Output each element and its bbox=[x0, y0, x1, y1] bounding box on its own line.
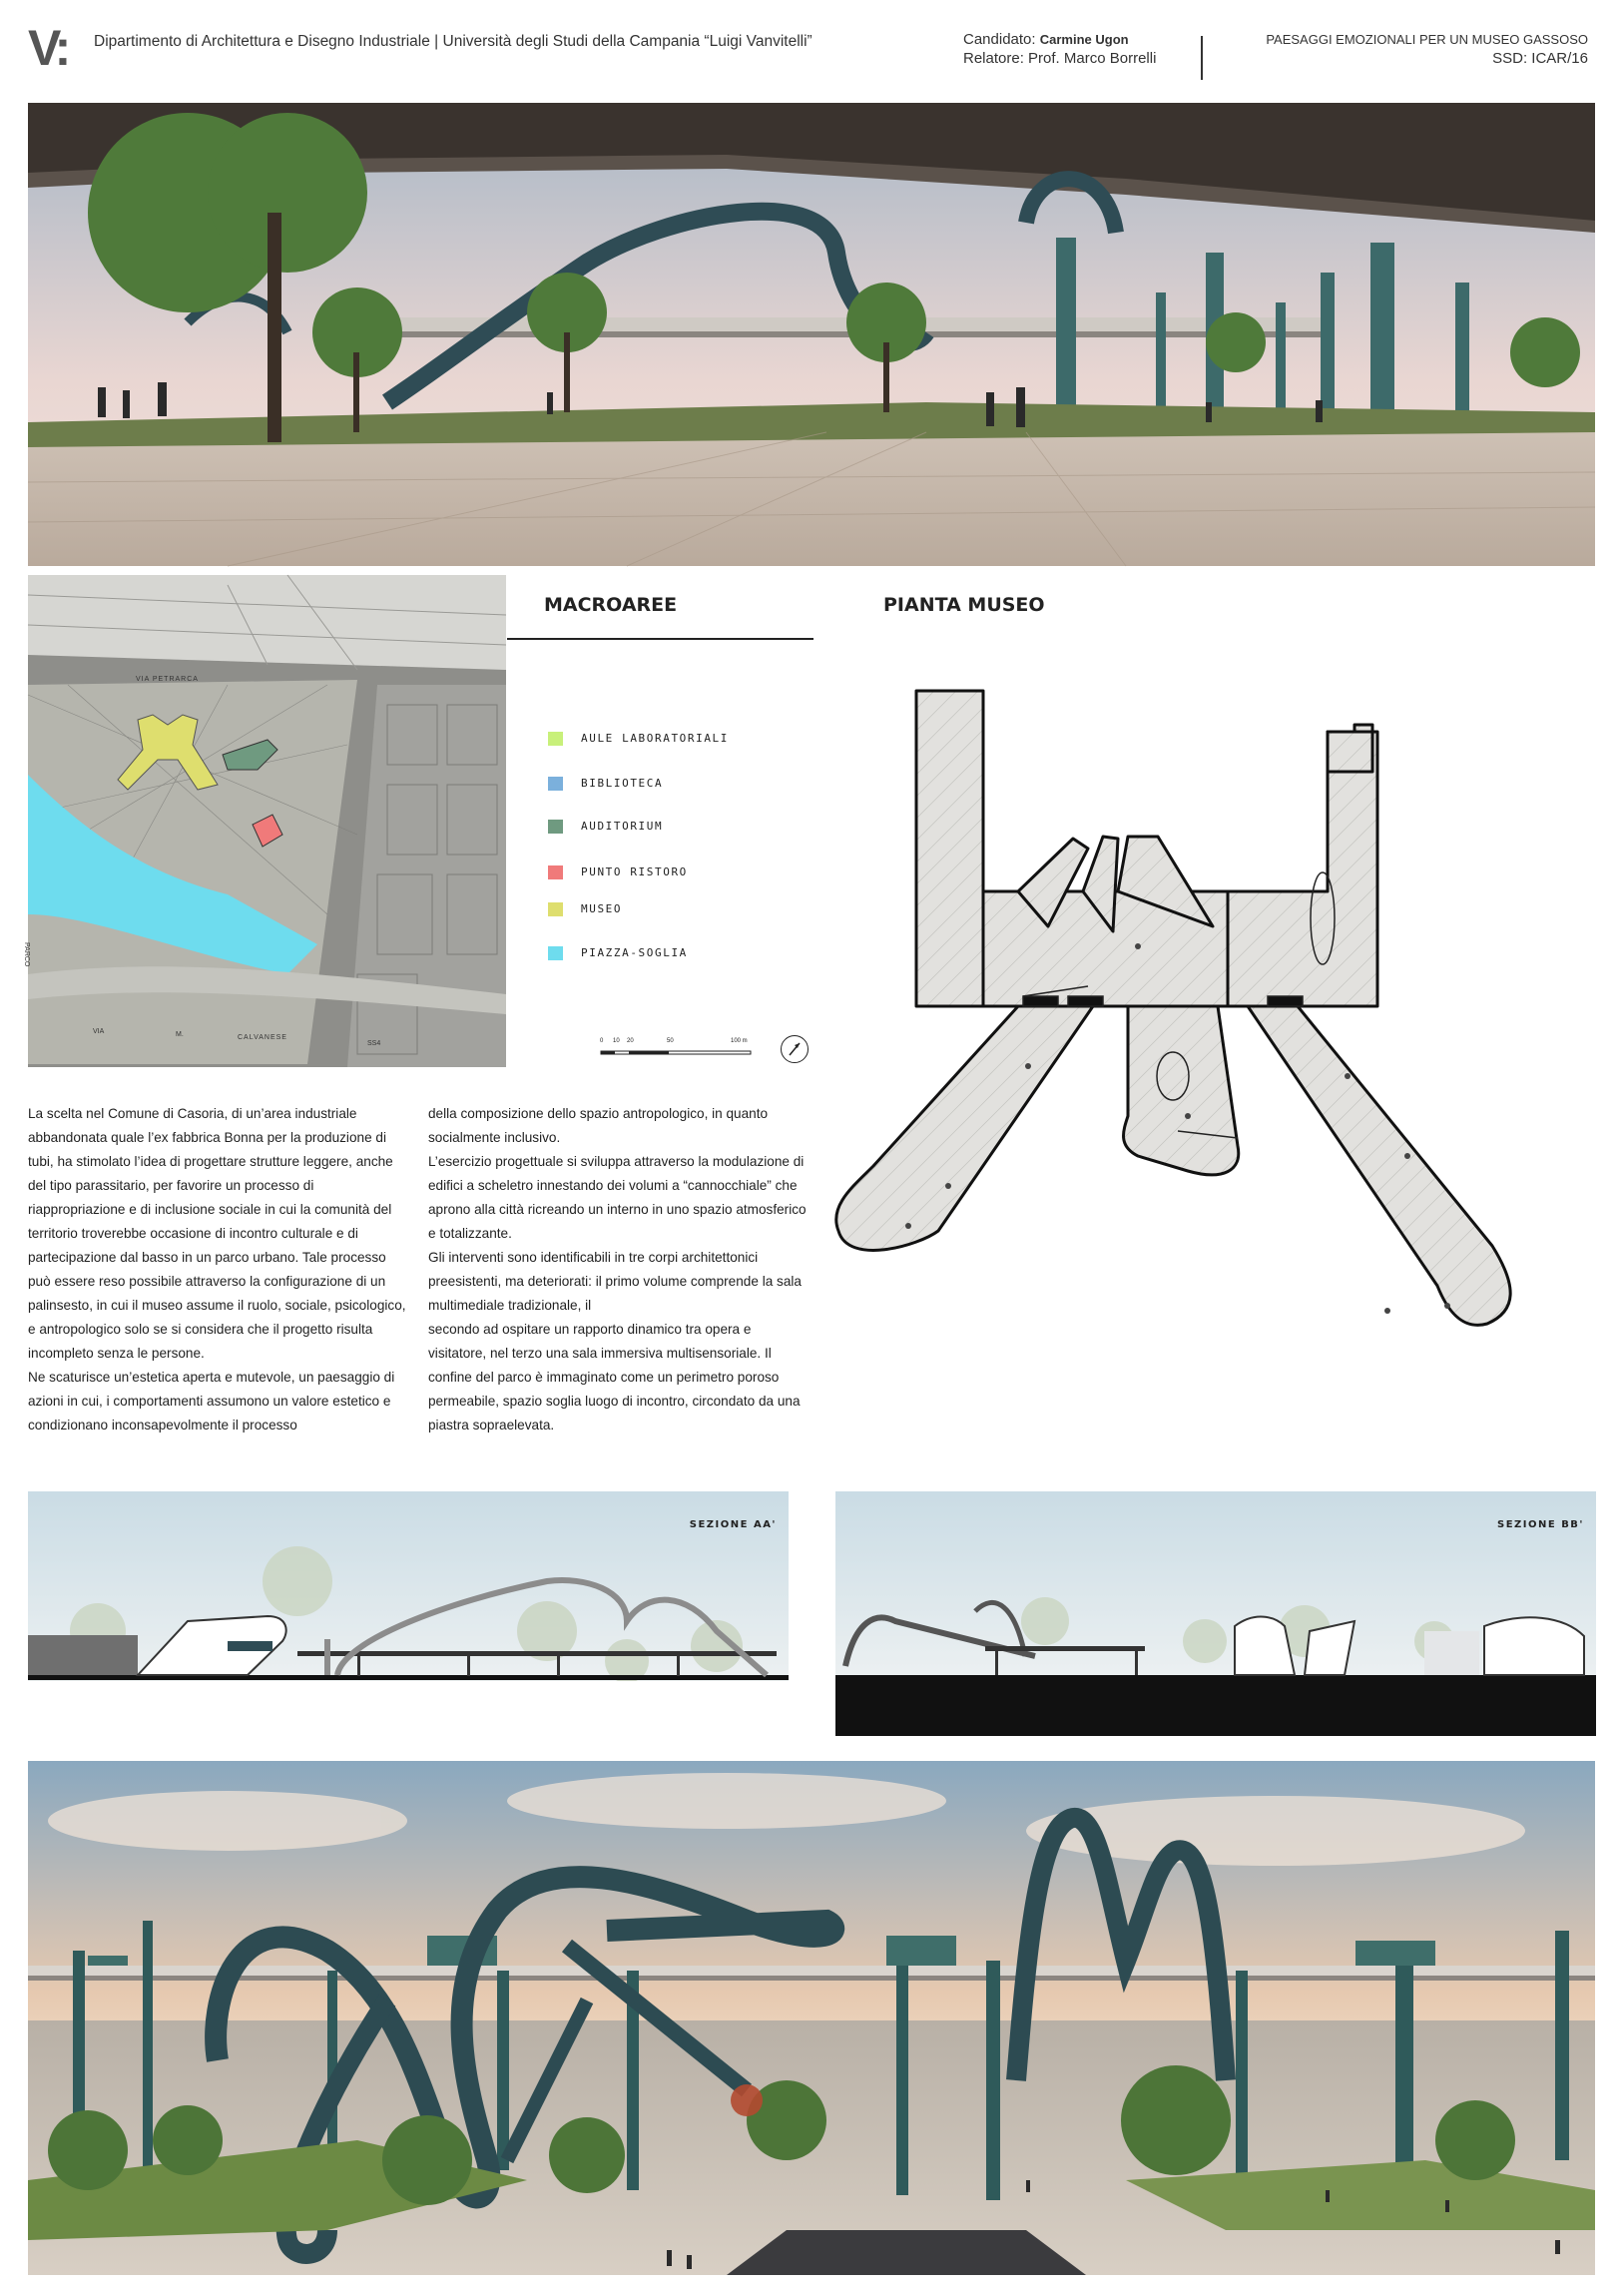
description-column-1 bbox=[28, 1102, 409, 1437]
scale-tick: 100 m bbox=[731, 1038, 748, 1044]
legend-item bbox=[548, 732, 729, 746]
top-render-image bbox=[28, 103, 1595, 566]
legend-item bbox=[548, 865, 688, 879]
section-bb-drawing bbox=[835, 1491, 1596, 1736]
legend-swatch bbox=[548, 777, 563, 791]
legend-label: PUNTO RISTORO bbox=[581, 865, 688, 878]
map-street-bottom-a: VIA bbox=[93, 1028, 105, 1035]
section-aa-drawing bbox=[28, 1491, 789, 1736]
legend-swatch bbox=[548, 732, 563, 746]
legend-label: BIBLIOTECA bbox=[581, 777, 664, 790]
map-street-top: VIA PETRARCA bbox=[136, 676, 199, 683]
description-paragraph: Ne scaturisce un’estetica aperta e mutevole, un paesaggio di azioni in cui, i comportamenti assumono un valore estetico e condizionano inconsapevolmente il processo bbox=[28, 1370, 395, 1433]
legend-item bbox=[548, 946, 688, 960]
museum-floor-plan bbox=[828, 687, 1587, 1391]
macroaree-title: MACROAREE bbox=[544, 594, 678, 616]
description-paragraph: L’esercizio progettuale si sviluppa attraverso la modulazione di edifici a scheletro innestando dei volumi a “cannocchiale” che aprono alla città ricreando un interno in uno spazio atmosferico e totalizzante. bbox=[428, 1154, 807, 1241]
university-logo: V: bbox=[28, 20, 68, 76]
candidate-label: Candidato: bbox=[963, 31, 1036, 48]
legend-swatch bbox=[548, 820, 563, 834]
advisor-name: Prof. Marco Borrelli bbox=[1028, 50, 1157, 67]
site-map bbox=[23, 575, 506, 1067]
description-paragraph: La scelta nel Comune di Casoria, di un’area industriale abbandonata quale l’ex fabbrica Bonna per la produzione di tubi, ha stimolato l’idea di progettare strutture leggere, anche del tipo parassitario, per favorire un processo di riappropriazione e di inclusione sociale in cui la comunità del territorio troverebbe occasione di incontro culturale e di partecipazione dal basso in un parco urbano. Tale processo può essere reso possibile attraverso la configurazione di un palinsesto, in cui il museo assume il ruolo, sociale, psicologico, e antropologico solo se si considera che il progetto risulta incompleto senza le persone. bbox=[28, 1106, 406, 1361]
legend-label: AUDITORIUM bbox=[581, 820, 664, 833]
legend-swatch bbox=[548, 946, 563, 960]
description-column-2 bbox=[428, 1102, 812, 1437]
map-street-bottom-c: CALVANESE bbox=[238, 1034, 287, 1041]
project-title: PAESAGGI EMOZIONALI PER UN MUSEO GASSOSO bbox=[1266, 32, 1588, 47]
advisor-label: Relatore: bbox=[963, 50, 1024, 67]
map-road-code: SS4 bbox=[367, 1040, 381, 1047]
scale-tick: 50 bbox=[667, 1038, 674, 1044]
map-side-label: PARCO bbox=[23, 942, 30, 967]
scale-tick: 0 bbox=[600, 1038, 604, 1044]
scale-bar bbox=[599, 1038, 759, 1065]
north-arrow-icon bbox=[781, 1035, 809, 1063]
scale-tick: 10 bbox=[613, 1038, 620, 1044]
legend-label: AULE LABORATORIALI bbox=[581, 732, 730, 745]
map-street-bottom-b: M. bbox=[176, 1031, 184, 1038]
legend-item bbox=[548, 777, 663, 791]
legend-swatch bbox=[548, 902, 563, 916]
header-divider bbox=[1201, 36, 1203, 80]
ssd-code: SSD: ICAR/16 bbox=[1492, 50, 1588, 67]
legend-swatch bbox=[548, 865, 563, 879]
legend-item bbox=[548, 902, 622, 916]
legend-item bbox=[548, 820, 663, 834]
department-name: Dipartimento di Architettura e Disegno Industriale | Università degli Studi della Campania “Luigi Vanvitelli” bbox=[94, 33, 812, 50]
section-aa-label: SEZIONE AA' bbox=[689, 1519, 777, 1530]
pianta-title: PIANTA MUSEO bbox=[883, 594, 1045, 616]
section-bb-label: SEZIONE BB' bbox=[1497, 1519, 1584, 1530]
description-paragraph: della composizione dello spazio antropologico, in quanto socialmente inclusivo. bbox=[428, 1106, 769, 1145]
legend-label: PIAZZA-SOGLIA bbox=[581, 946, 688, 959]
scale-tick: 20 bbox=[627, 1038, 634, 1044]
description-paragraph: secondo ad ospitare un rapporto dinamico tra opera e visitatore, nel terzo una sala immersiva multisensoriale. Il confine del parco è immaginato come un perimetro poroso permeabile, spazio soglia luogo di incontro, circondato da una piastra sopraelevata. bbox=[428, 1322, 801, 1433]
macroaree-divider bbox=[507, 638, 813, 640]
bottom-render-image bbox=[28, 1761, 1595, 2275]
description-paragraph: Gli interventi sono identificabili in tre corpi architettonici preesistenti, ma deteriorati: il primo volume comprende la sala multimediale tradizionale, il bbox=[428, 1250, 802, 1313]
credits bbox=[963, 30, 1156, 68]
project-title-block bbox=[1266, 30, 1588, 68]
legend-label: MUSEO bbox=[581, 902, 623, 915]
candidate-name: Carmine Ugon bbox=[1039, 32, 1129, 47]
